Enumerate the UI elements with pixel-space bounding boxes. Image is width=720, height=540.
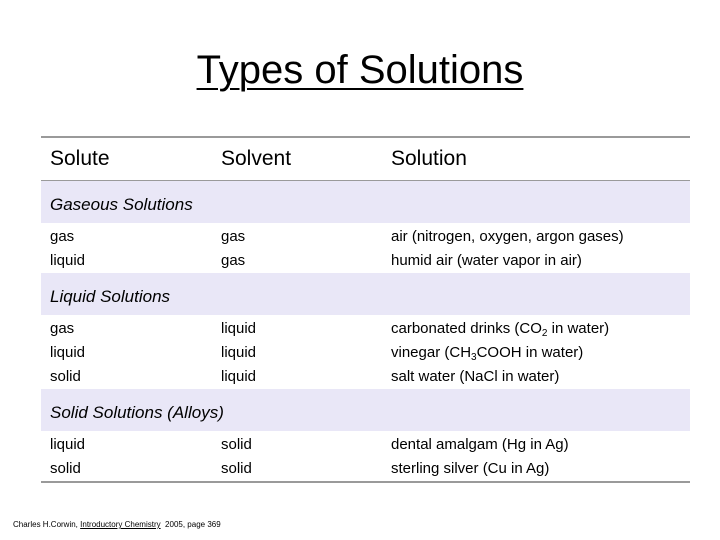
subscript: 3 [471,352,477,363]
solvent-cell: liquid [221,344,257,361]
section-gaseous-solutions [41,181,690,223]
solute-cell: liquid [50,344,86,361]
page-title: Types of Solutions [196,48,524,92]
solute-cell: gas [50,320,75,337]
citation-author: Charles H.Corwin, [13,520,81,529]
table-row [41,433,690,457]
citation-footer [13,519,221,531]
solvent-cell: liquid [221,320,257,337]
section-label: Liquid Solutions [50,287,171,306]
solution-cell: salt water (NaCl in water) [391,368,560,385]
header-solute: Solute [50,147,110,170]
solute-cell: solid [50,460,81,477]
solution-cell: dental amalgam (Hg in Ag) [391,436,569,453]
solutions-table [41,136,690,483]
solute-cell: liquid [50,252,86,269]
solvent-cell: gas [221,228,246,245]
header-solvent: Solvent [221,147,292,170]
citation-book-title: Introductory Chemistry [80,520,161,529]
solvent-cell: gas [221,252,246,269]
table-row [41,457,690,481]
table-header-row [41,138,690,181]
solution-cell: vinegar ($CH_3COOH$ in water) [391,344,584,363]
solvent-cell: solid [221,460,252,477]
solvent-cell: liquid [221,368,257,385]
solute-cell: liquid [50,436,86,453]
solution-cell: carbonated drinks ($CO_2$ in water) [391,320,610,339]
solute-cell: solid [50,368,81,385]
header-solution: Solution [391,147,467,170]
citation-edition: 2005, page 369 [160,520,221,529]
table-row [41,341,690,365]
table-row [41,317,690,341]
table-row [41,365,690,389]
subscript: 2 [541,328,548,339]
solution-cell: humid air (water vapor in air) [391,252,582,269]
section-label: Gaseous Solutions [50,195,193,214]
solution-cell: air (nitrogen, oxygen, argon gases) [391,228,624,245]
section-liquid-solutions [41,273,690,315]
solute-cell: gas [50,228,75,245]
table-row [41,249,690,273]
section-solid-solutions [41,389,690,431]
section-label: Solid Solutions (Alloys) [50,403,224,422]
table-row [41,225,690,249]
solvent-cell: solid [221,436,252,453]
solution-cell: sterling silver (Cu in Ag) [391,460,550,477]
